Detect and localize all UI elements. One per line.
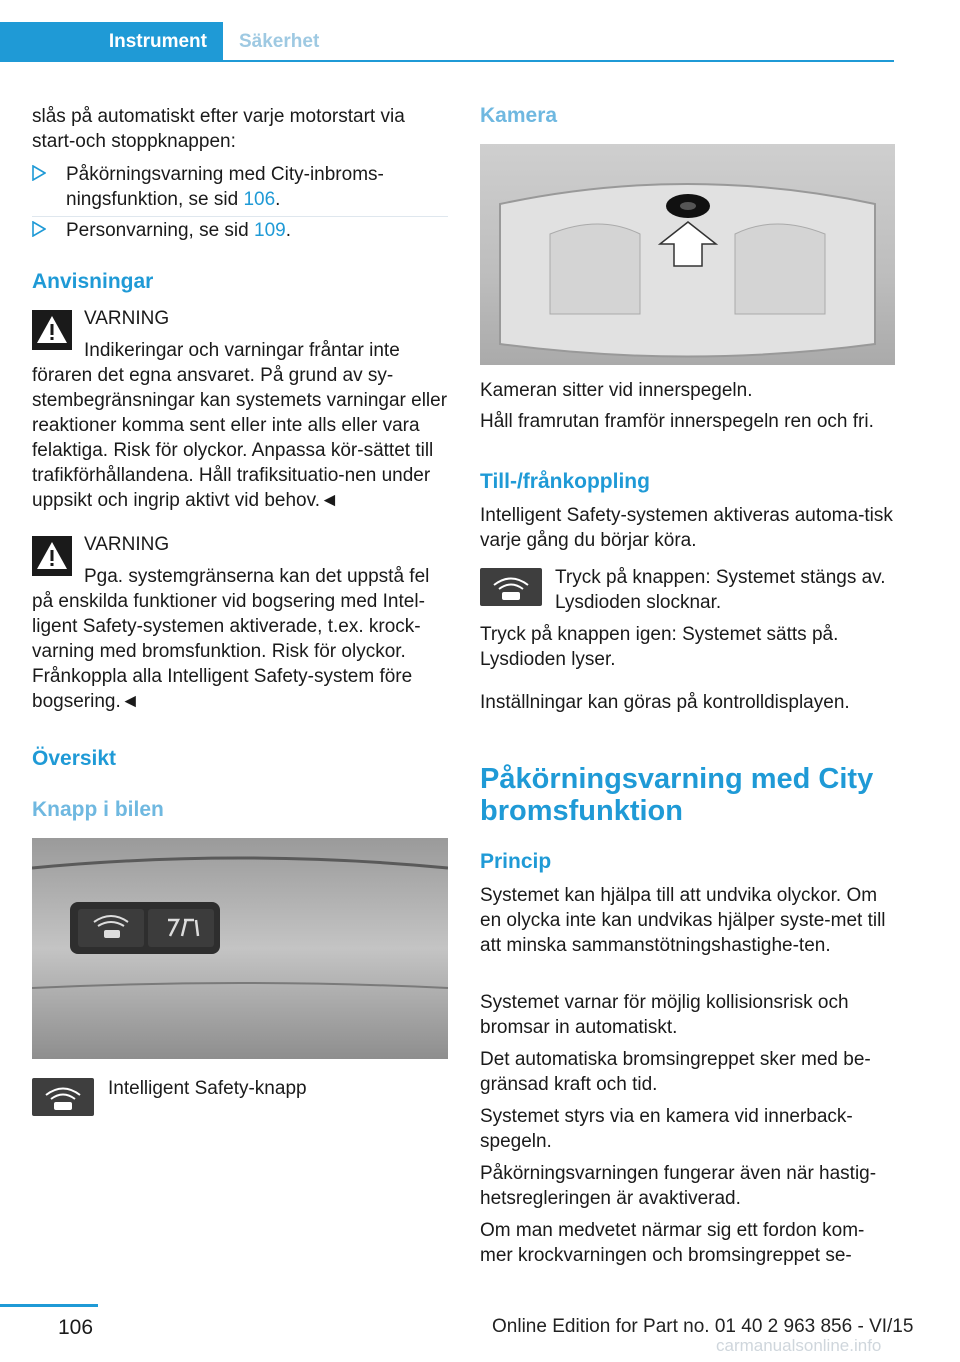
heading-kamera: Kamera xyxy=(480,104,558,127)
princip-text-1: Systemet kan hjälpa till att undvika olyckor. Om en olycka inte kan undvikas hjälper syste‐met till att minska sammanstötningshastighe‐ten. xyxy=(480,885,886,956)
kamera-text-2: Håll framrutan framför innerspegeln ren och fri. xyxy=(480,411,874,432)
watermark: carmanualsonline.info xyxy=(716,1336,882,1355)
list-item xyxy=(32,162,448,212)
warning1-text: föraren det egna ansvaret. På grund av sy‐stembegränsningar kan systemets varningar eller reaktioner komma sent eller inte alls eller vara felaktiga. Risk för olyckor. Anpassa kör‐sättet till trafikförhållandena. Håll trafiksituatio‐nen under uppsikt och ingrip aktivt vid behov.◄ xyxy=(32,365,448,511)
tab-sakerhet[interactable]: Säkerhet xyxy=(239,31,320,52)
princip-text-3: Det automatiska bromsingreppet sker med be‐gränsad kraft och tid. xyxy=(480,1049,871,1095)
warning-triangle-icon xyxy=(32,310,72,350)
warning-triangle-icon xyxy=(32,536,72,576)
page-link-109[interactable]: 109 xyxy=(254,220,286,241)
till-text-4: Inställningar kan göras på kontrolldisplayen. xyxy=(480,692,850,713)
tab-underline xyxy=(223,60,894,62)
warning2-text: på enskilda funktioner vid bogsering med Intel‐ligent Safety‑systemen aktiverade, t.ex. krock‐varning med bromsfunktion. Risk för olyckor. Frånkoppla alla Intelligent Safety‑system före bogsering.◄ xyxy=(32,591,425,712)
page-link-106[interactable]: 106 xyxy=(243,189,276,210)
till-text-1: Intelligent Safety‑systemen aktiveras automa‐tisk varje gång du börjar köra. xyxy=(480,505,893,551)
tab-instrument[interactable]: Instrument xyxy=(0,22,223,62)
bullet-text: Påkörningsvarning med City‑inbroms‐ningsfunktion, se sid xyxy=(66,164,384,210)
till-text-3: Tryck på knappen igen: Systemet sätts på. Lysdioden lyser. xyxy=(480,624,839,670)
heading-till-frankoppling: Till‑/frånkoppling xyxy=(480,470,650,493)
heading-anvisningar: Anvisningar xyxy=(32,270,154,293)
button-caption: Intelligent Safety‑knapp xyxy=(108,1078,307,1099)
intelligent-safety-button-icon xyxy=(32,1078,94,1116)
camera-photo xyxy=(480,144,895,365)
warning2-title: VARNING xyxy=(84,534,170,555)
page-number: 106 xyxy=(58,1316,94,1339)
bullet-end: . xyxy=(275,189,281,210)
windshield-camera-image xyxy=(480,144,895,365)
princip-text-6: Om man medvetet närmar sig ett fordon kom‐mer krockvarningen och bromsingreppet se‐ xyxy=(480,1220,865,1266)
bullet-text: Personvarning, se sid xyxy=(66,220,254,241)
heading-knapp-i-bilen: Knapp i bilen xyxy=(32,798,164,821)
button-panel-image xyxy=(32,838,448,1059)
warning1-title: VARNING xyxy=(84,308,170,329)
intelligent-safety-button-icon xyxy=(480,568,542,606)
intro-text: slås på automatiskt efter varje motorstart via start‑och stoppknappen: xyxy=(32,106,405,152)
bullet-end: . xyxy=(285,220,291,241)
till-text-2: Tryck på knappen: Systemet stängs av. Lysdioden slocknar. xyxy=(555,567,886,613)
heading-princip: Princip xyxy=(480,850,552,873)
triangle-bullet-icon xyxy=(32,165,46,181)
kamera-text-1: Kameran sitter vid innerspegeln. xyxy=(480,380,753,401)
princip-text-5: Påkörningsvarningen fungerar även när hastig‐hetsregleringen är avaktiverad. xyxy=(480,1163,877,1209)
edition-text: Online Edition for Part no. 01 40 2 963 856 - VI/15 xyxy=(492,1316,914,1337)
header-tabbar xyxy=(0,0,894,62)
warning1-first-line: Indikeringar och varningar fråntar inte xyxy=(84,340,400,361)
list-item xyxy=(32,218,448,243)
princip-text-4: Systemet styrs via en kamera vid innerback‐spegeln. xyxy=(480,1106,853,1152)
triangle-bullet-icon xyxy=(32,221,46,237)
button-photo xyxy=(32,838,448,1059)
princip-text-2: Systemet varnar för möjlig kollisionsrisk och bromsar in automatiskt. xyxy=(480,992,849,1038)
divider xyxy=(32,216,448,217)
main-heading: Påkörningsvarning med City bromsfunktion xyxy=(480,763,874,827)
heading-oversikt: Översikt xyxy=(32,747,117,770)
warning2-first-line: Pga. systemgränserna kan det uppstå fel xyxy=(84,566,430,587)
footer-line xyxy=(0,1304,98,1307)
